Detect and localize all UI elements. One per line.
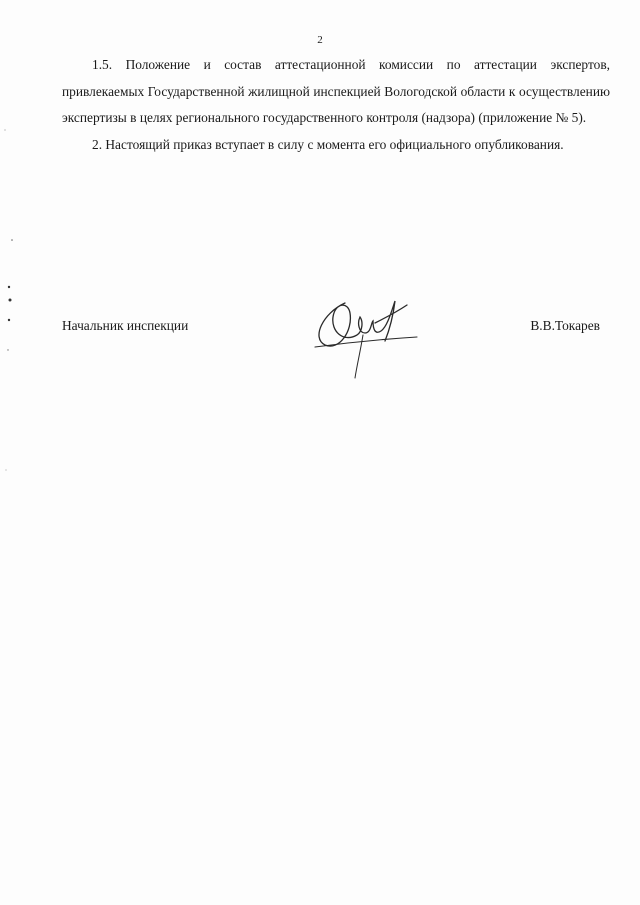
- page-number: 2: [317, 34, 323, 46]
- signer-position: Начальник инспекции: [62, 318, 189, 333]
- handwritten-signature: [305, 283, 425, 383]
- paragraph-1-5: 1.5. Положение и состав аттестационной комиссии по аттестации экспертов, привлекаемых Государственной жилищной инспекцией Вологодской области к осуществлению экспертизы в целях регионального государственного контроля (надзора) (приложение № 5).: [62, 57, 610, 125]
- document-body: [62, 52, 610, 158]
- signer-name: В.В.Токарев: [530, 318, 600, 333]
- paragraph-2: 2. Настоящий приказ вступает в силу с момента его официального опубликования.: [92, 136, 564, 152]
